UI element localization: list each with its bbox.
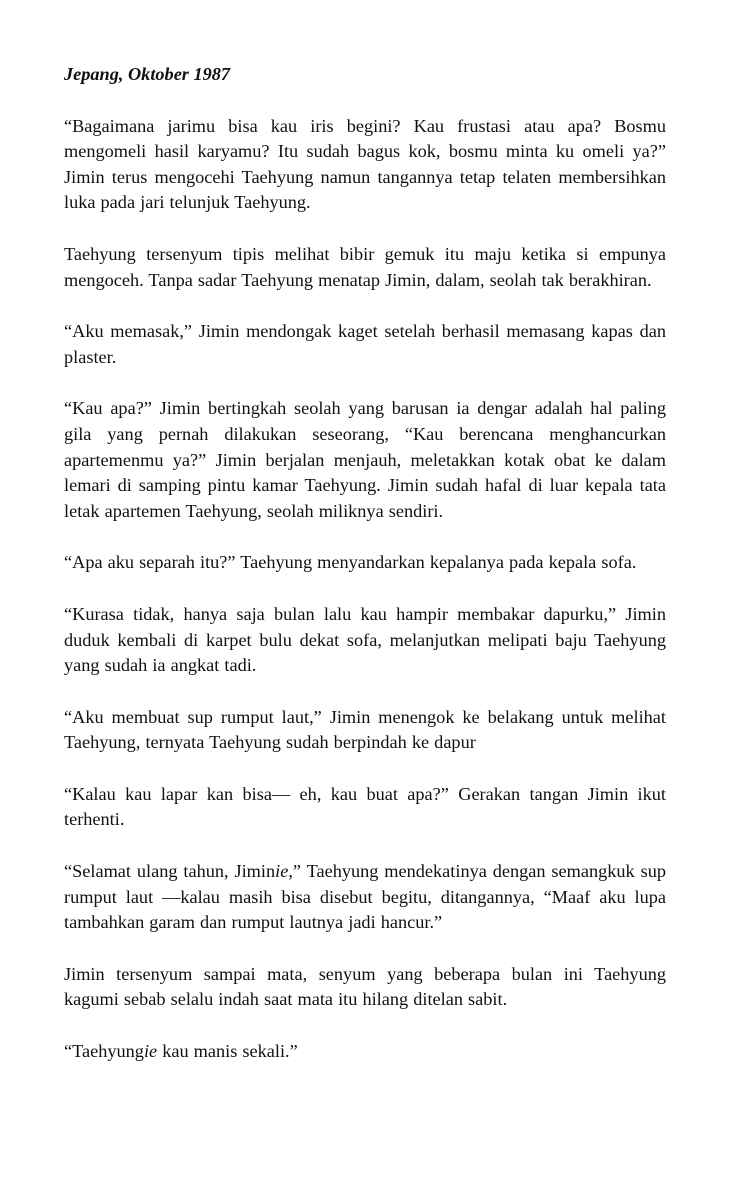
italic-text: ie bbox=[275, 861, 289, 882]
chapter-heading: Jepang, Oktober 1987 bbox=[64, 64, 231, 84]
paragraph-text: “Kau apa?” Jimin bertingkah seolah yang barusan ia dengar adalah hal paling gila yang pernah dilakukan seseorang, “Kau berencana menghancurkan apartemenmu ya?” Jimin berjalan menjauh, meletakkan kotak obat ke dalam lemari di samping pintu kamar Taehyung. Jimin sudah hafal di luar kepala tata letak apartemen Taehyung, seolah miliknya sendiri. bbox=[64, 398, 666, 521]
paragraph-text: “Bagaimana jarimu bisa kau iris begini? Kau frustasi atau apa? Bosmu mengomeli hasil karyamu? Itu sudah bagus kok, bosmu minta ku omeli ya?” Jimin terus mengocehi Taehyung namun tangannya tetap telaten membersihkan luka pada jari telunjuk Taehyung. bbox=[64, 115, 666, 213]
story-paragraph bbox=[64, 242, 666, 293]
story-paragraph bbox=[64, 602, 666, 679]
story-paragraph bbox=[64, 396, 666, 524]
paragraph-text: kau manis sekali.” bbox=[157, 1041, 298, 1062]
paragraph-text: “Aku memasak,” Jimin mendongak kaget setelah berhasil memasang kapas dan plaster. bbox=[64, 321, 666, 367]
paragraph-text: “Kalau kau lapar kan bisa— eh, kau buat apa?” Gerakan tangan Jimin ikut terhenti. bbox=[64, 783, 666, 830]
paragraph-text: ,” Taehyung mendekatinya dengan semangkuk sup rumput laut —kalau masih bisa disebut begitu, ditangannya, “Maaf aku lupa tambahkan garam dan rumput lautnya jadi hancur.” bbox=[64, 861, 666, 933]
story-paragraph bbox=[64, 319, 666, 370]
paragraph-text: Jimin tersenyum sampai mata, senyum yang beberapa bulan ini Taehyung kagumi sebab selalu indah saat mata itu hilang ditelan sabit. bbox=[64, 963, 666, 1010]
paragraph-text: “Apa aku separah itu?” Taehyung menyandarkan kepalanya pada kepala sofa. bbox=[64, 552, 637, 573]
paragraph-text: “Selamat ulang tahun, Jimin bbox=[64, 861, 276, 882]
italic-text: ie bbox=[143, 1041, 158, 1062]
story-body bbox=[64, 114, 666, 1065]
story-paragraph bbox=[64, 782, 666, 833]
story-paragraph bbox=[64, 114, 666, 216]
paragraph-text: “Taehyung bbox=[64, 1041, 144, 1062]
story-paragraph bbox=[64, 859, 666, 936]
document-page bbox=[64, 62, 666, 1091]
paragraph-text: “Kurasa tidak, hanya saja bulan lalu kau hampir membakar dapurku,” Jimin duduk kembali di karpet bulu dekat sofa, melanjutkan melipati baju Taehyung yang sudah ia angkat tadi. bbox=[64, 603, 666, 676]
paragraph-text: Taehyung tersenyum tipis melihat bibir gemuk itu maju ketika si empunya mengoceh. Tanpa sadar Taehyung menatap Jimin, dalam, seolah tak berakhiran. bbox=[64, 243, 666, 290]
story-paragraph bbox=[64, 962, 666, 1013]
paragraph-text: “Aku membuat sup rumput laut,” Jimin menengok ke belakang untuk melihat Taehyung, ternyata Taehyung sudah berpindah ke dapur bbox=[64, 706, 666, 753]
story-paragraph bbox=[64, 705, 666, 756]
story-paragraph bbox=[64, 1039, 666, 1065]
story-paragraph bbox=[64, 550, 666, 576]
